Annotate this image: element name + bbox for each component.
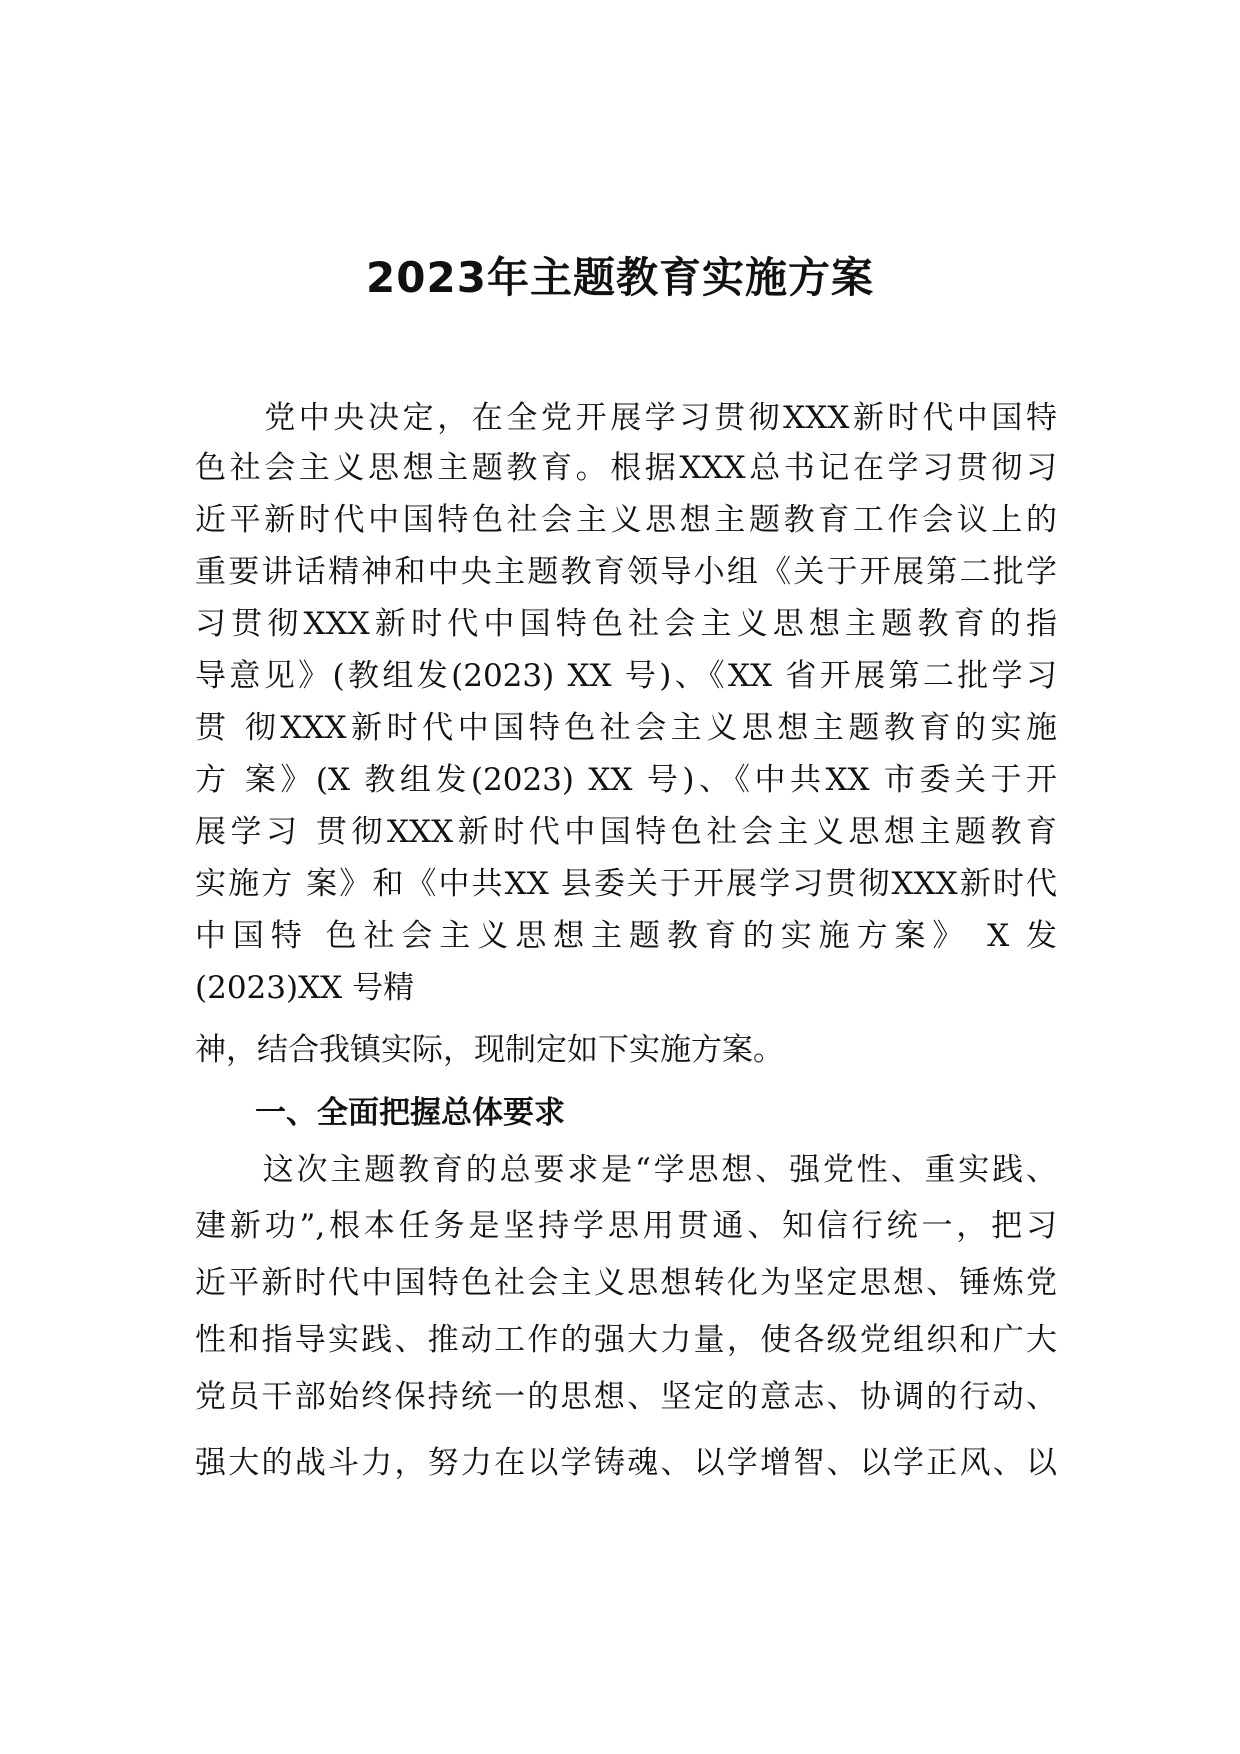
paragraph-line: 强大的战斗力，努力在以学铸魂、以学增智、以学正风、以 bbox=[195, 1445, 1057, 1481]
paragraph-line: 中国特 色社会主义思想主题教育的实施方案》 X 发 bbox=[195, 918, 1057, 954]
document-title: 2023年主题教育实施方案 bbox=[366, 253, 874, 302]
paragraph-line: 展学习 贯彻XXX新时代中国特色社会主义思想主题教育 bbox=[195, 814, 1057, 850]
paragraph-line: 党员干部始终保持统一的思想、坚定的意志、协调的行动、 bbox=[195, 1379, 1057, 1415]
paragraph-line: (2023)XX 号精 bbox=[195, 970, 415, 1006]
paragraph-line: 重要讲话精神和中央主题教育领导小组《关于开展第二批学 bbox=[195, 554, 1057, 590]
paragraph-line: 色社会主义思想主题教育。根据XXX总书记在学习贯彻习 bbox=[195, 450, 1057, 486]
paragraph-line: 神，结合我镇实际，现制定如下实施方案。 bbox=[195, 1032, 784, 1068]
paragraph-line: 建新功”,根本任务是坚持学思用贯通、知信行统一，把习 bbox=[195, 1208, 1057, 1244]
paragraph-line: 导意见》(教组发(2023) XX 号)、《XX 省开展第二批学习 bbox=[195, 658, 1057, 694]
paragraph-line: 实施方 案》和《中共XX 县委关于开展学习贯彻XXX新时代 bbox=[195, 866, 1057, 902]
paragraph-line: 近平新时代中国特色社会主义思想主题教育工作会议上的 bbox=[195, 502, 1057, 538]
paragraph-line: 这次主题教育的总要求是“学思想、强党性、重实践、 bbox=[195, 1152, 1057, 1188]
paragraph-line: 贯 彻XXX新时代中国特色社会主义思想主题教育的实施 bbox=[195, 710, 1057, 746]
paragraph-line: 近平新时代中国特色社会主义思想转化为坚定思想、锤炼党 bbox=[195, 1265, 1057, 1301]
paragraph-line: 党中央决定，在全党开展学习贯彻XXX新时代中国特 bbox=[195, 400, 1057, 436]
paragraph-line: 方 案》(X 教组发(2023) XX 号)、《中共XX 市委关于开 bbox=[195, 762, 1057, 798]
paragraph-line: 习贯彻XXX新时代中国特色社会主义思想主题教育的指 bbox=[195, 606, 1057, 642]
section-heading: 一、全面把握总体要求 bbox=[255, 1095, 565, 1131]
paragraph-line: 性和指导实践、推动工作的强大力量，使各级党组织和广大 bbox=[195, 1322, 1057, 1358]
